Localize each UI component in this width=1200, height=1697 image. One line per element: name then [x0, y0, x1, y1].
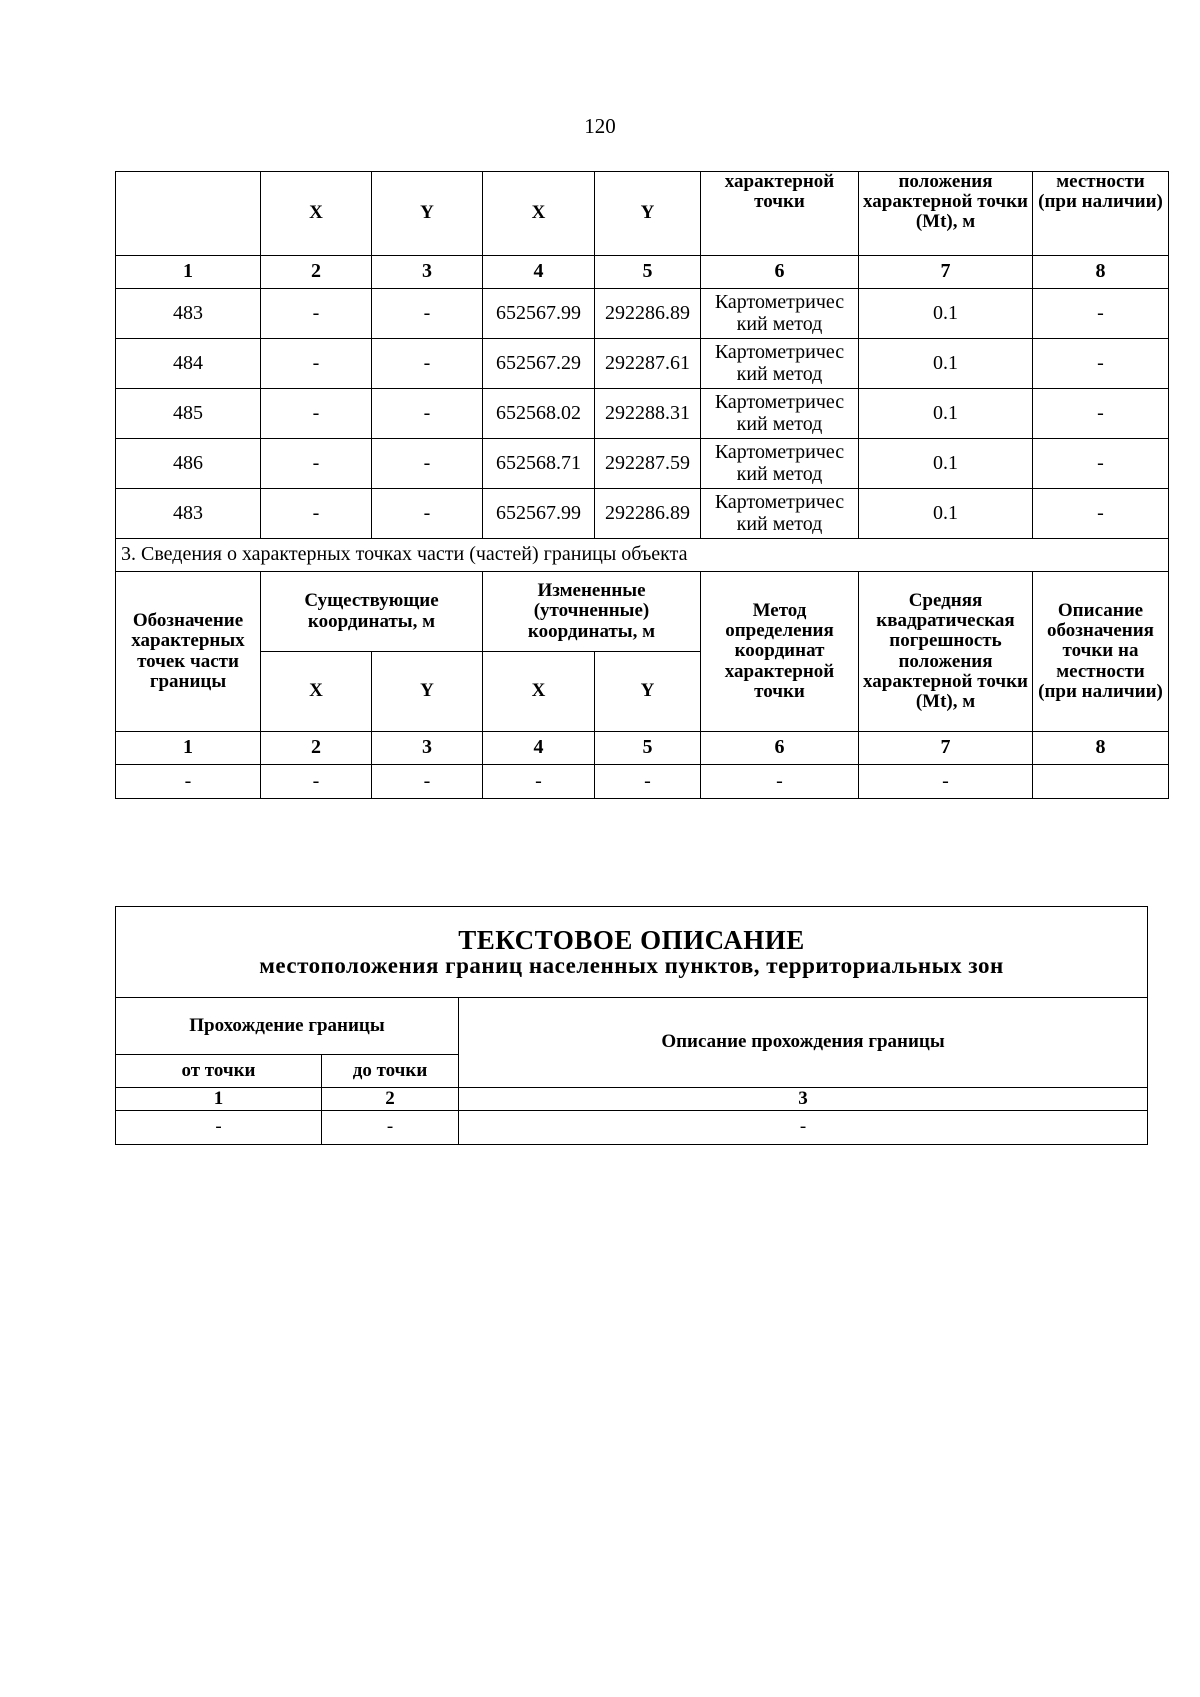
header-changed-coordinates: Измененные (уточненные) координаты, м: [483, 572, 701, 652]
header-row: [116, 998, 1148, 1055]
cell: -: [483, 765, 595, 799]
x-changed: 652567.99: [483, 489, 595, 539]
header-cell-y-changed: Y: [595, 172, 701, 256]
cell: -: [372, 765, 483, 799]
y-changed: 292287.59: [595, 439, 701, 489]
header-description: Описание прохождения границы: [459, 998, 1148, 1088]
table-row: [116, 389, 1169, 439]
cell: -: [116, 765, 261, 799]
column-number: 1: [116, 732, 261, 765]
x-changed: 652568.71: [483, 439, 595, 489]
column-number: 8: [1033, 256, 1169, 289]
column-number: 5: [595, 256, 701, 289]
header-cell-method: характерной точки: [701, 172, 859, 256]
y-existing: -: [372, 439, 483, 489]
cell: -: [322, 1111, 459, 1145]
header-cell-y-existing: Y: [372, 172, 483, 256]
header-cell-description: местности (при наличии): [1033, 172, 1169, 256]
method: Картометричес кий метод: [701, 339, 859, 389]
error: 0.1: [859, 339, 1033, 389]
point-id: 485: [116, 389, 261, 439]
column-number: 6: [701, 256, 859, 289]
y-changed: 292287.61: [595, 339, 701, 389]
table-row: [116, 289, 1169, 339]
title-cell: [116, 907, 1148, 998]
error: 0.1: [859, 389, 1033, 439]
column-number: 3: [459, 1088, 1148, 1111]
characteristic-points-table: [115, 171, 1169, 799]
header-x-existing: X: [261, 652, 372, 732]
method: Картометричес кий метод: [701, 289, 859, 339]
header-passage: Прохождение границы: [116, 998, 459, 1055]
cell: [1033, 765, 1169, 799]
point-id: 484: [116, 339, 261, 389]
header-from-point: от точки: [116, 1055, 322, 1088]
column-number: 5: [595, 732, 701, 765]
x-existing: -: [261, 489, 372, 539]
table-row: [116, 489, 1169, 539]
error: 0.1: [859, 289, 1033, 339]
cell: -: [701, 765, 859, 799]
table-row: [116, 765, 1169, 799]
method: Картометричес кий метод: [701, 439, 859, 489]
point-id: 483: [116, 489, 261, 539]
column-number-row: [116, 1088, 1148, 1111]
x-existing: -: [261, 439, 372, 489]
cell: -: [261, 765, 372, 799]
section3-header-row: [116, 572, 1169, 652]
description: -: [1033, 339, 1169, 389]
document-subtitle: местоположения границ населенных пунктов, территориальных зон: [259, 953, 1004, 979]
cell: -: [459, 1111, 1148, 1145]
header-to-point: до точки: [322, 1055, 459, 1088]
header-y-existing: Y: [372, 652, 483, 732]
column-number: 7: [859, 732, 1033, 765]
x-existing: -: [261, 339, 372, 389]
point-id: 483: [116, 289, 261, 339]
header-cell-x-changed: X: [483, 172, 595, 256]
table-row: [116, 339, 1169, 389]
header-cell-x-existing: X: [261, 172, 372, 256]
table1-continued-header-row: [116, 172, 1169, 256]
error: 0.1: [859, 489, 1033, 539]
description: -: [1033, 289, 1169, 339]
document-title: ТЕКСТОВОЕ ОПИСАНИЕ: [458, 924, 805, 955]
column-number: 1: [116, 1088, 322, 1111]
section-title: 3. Сведения о характерных точках части (частей) границы объекта: [116, 539, 1169, 572]
cell: -: [859, 765, 1033, 799]
header-x-changed: X: [483, 652, 595, 732]
description: -: [1033, 439, 1169, 489]
header-y-changed: Y: [595, 652, 701, 732]
column-number: 1: [116, 256, 261, 289]
cell: -: [595, 765, 701, 799]
y-changed: 292288.31: [595, 389, 701, 439]
y-changed: 292286.89: [595, 489, 701, 539]
header-mean-square-error: Средняя квадратическая погрешность положения характерной точки (Mt), м: [859, 572, 1033, 732]
method: Картометричес кий метод: [701, 389, 859, 439]
column-number: 3: [372, 732, 483, 765]
error: 0.1: [859, 439, 1033, 489]
y-existing: -: [372, 389, 483, 439]
title-row: [116, 907, 1148, 998]
point-id: 486: [116, 439, 261, 489]
table-row: [116, 1111, 1148, 1145]
header-cell-empty: [116, 172, 261, 256]
y-existing: -: [372, 339, 483, 389]
column-number: 4: [483, 256, 595, 289]
column-number: 2: [261, 732, 372, 765]
section-row: [116, 539, 1169, 572]
column-number: 8: [1033, 732, 1169, 765]
header-existing-coordinates: Существующие координаты, м: [261, 572, 483, 652]
text-description-table: [115, 906, 1148, 1145]
column-number-row: [116, 732, 1169, 765]
column-number-row: [116, 256, 1169, 289]
description: -: [1033, 489, 1169, 539]
x-changed: 652568.02: [483, 389, 595, 439]
x-changed: 652567.29: [483, 339, 595, 389]
header-method: Метод определения координат характерной точки: [701, 572, 859, 732]
table-row: [116, 439, 1169, 489]
x-existing: -: [261, 389, 372, 439]
header-cell-error: положения характерной точки (Mt), м: [859, 172, 1033, 256]
y-existing: -: [372, 289, 483, 339]
x-changed: 652567.99: [483, 289, 595, 339]
column-number: 3: [372, 256, 483, 289]
column-number: 7: [859, 256, 1033, 289]
header-point-description: Описание обозначения точки на местности (при наличии): [1033, 572, 1169, 732]
column-number: 2: [322, 1088, 459, 1111]
page-number: 120: [584, 114, 616, 138]
y-existing: -: [372, 489, 483, 539]
cell: -: [116, 1111, 322, 1145]
column-number: 6: [701, 732, 859, 765]
column-number: 2: [261, 256, 372, 289]
x-existing: -: [261, 289, 372, 339]
column-number: 4: [483, 732, 595, 765]
description: -: [1033, 389, 1169, 439]
method: Картометричес кий метод: [701, 489, 859, 539]
y-changed: 292286.89: [595, 289, 701, 339]
header-designation: Обозначение характерных точек части границы: [116, 572, 261, 732]
